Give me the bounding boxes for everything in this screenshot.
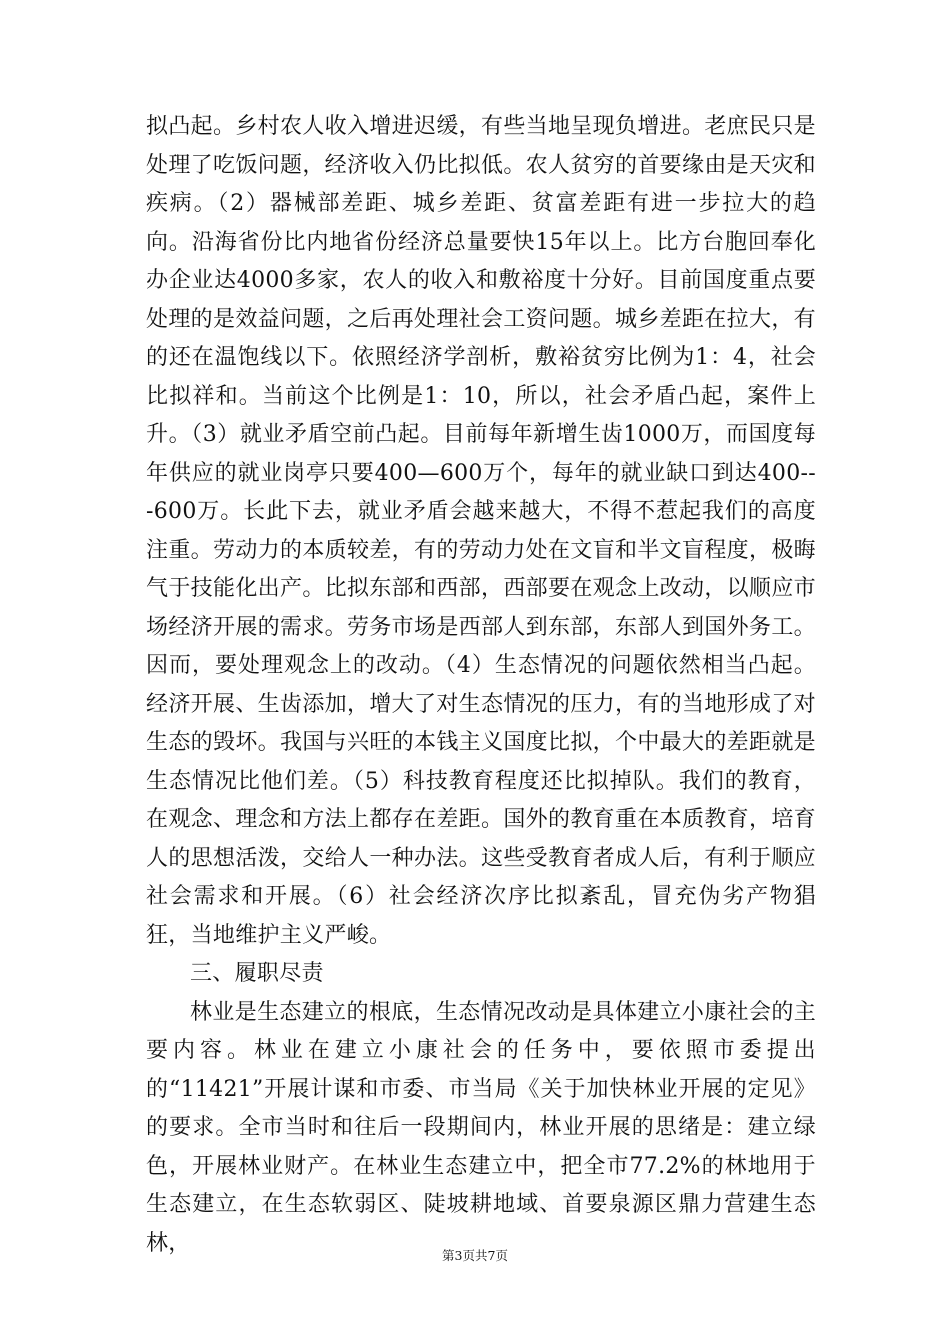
section-heading: 三、履职尽责 <box>190 961 324 986</box>
paragraph-problems: 拟凸起。乡村农人收入增进迟缓，有些当地呈现负增进。老庶民只是处理了吃饭问题，经济收入仍比拟低。农人贫穷的首要缘由是天灾和疾病。（2）器械部差距、城乡差距、贫富差距有进一步拉大的趋向。沿海省份比内地省份经济总量要快15年以上。比方台胞回奉化办企业达4000多家，农人的收入和敷裕度十分好。目前国度重点要处理的是效益问题，之后再处理社会工资问题。城乡差距在拉大，有的还在温饱线以下。依照经济学剖析，敷裕贫穷比例为1：4，社会比拟祥和。当前这个比例是1：10，所以，社会矛盾凸起，案件上升。（3）就业矛盾空前凸起。目前每年新增生齿1000万，而国度每年供应的就业岗亭只要400—600万个，每年的就业缺口到达400---600万。长此下去，就业矛盾会越来越大，不得不惹起我们的高度注重。劳动力的本质较差，有的劳动力处在文盲和半文盲程度，极晦气于技能化出产。比拟东部和西部，西部要在观念上改动，以顺应市场经济开展的需求。劳务市场是西部人到东部，东部人到国外务工。因而，要处理观念上的改动。（4）生态情况的问题依然相当凸起。经济开展、生齿添加，增大了对生态情况的压力，有的当地形成了对生态的毁坏。我国与兴旺的本钱主义国度比拟，个中最大的差距就是生态情况比他们差。（5）科技教育程度还比拟掉队。我们的教育，在观念、理念和方法上都存在差距。国外的教育重在本质教育，培育人的思想活泼，交给人一种办法。这些受教育者成人后，有利于顺应社会需求和开展。（6）社会经济次序比拟紊乱，冒充伪劣产物猖狂，当地维护主义严峻。 <box>146 114 816 948</box>
page-number: 第3页共7页 <box>442 1248 508 1263</box>
document-body <box>146 108 816 1263</box>
paragraph-forestry: 林业是生态建立的根底，生态情况改动是具体建立小康社会的主要内容。林业在建立小康社会的任务中，要依照市委提出的“11421”开展计谋和市委、市当局《关于加快林业开展的定见》的要求。全市当时和往后一段期间内，林业开展的思绪是：建立绿色，开展林业财产。在林业生态建立中，把全市77.2%的林地用于生态建立，在生态软弱区、陡坡耕地域、首要泉源区鼎力营建生态林， <box>146 999 816 1256</box>
